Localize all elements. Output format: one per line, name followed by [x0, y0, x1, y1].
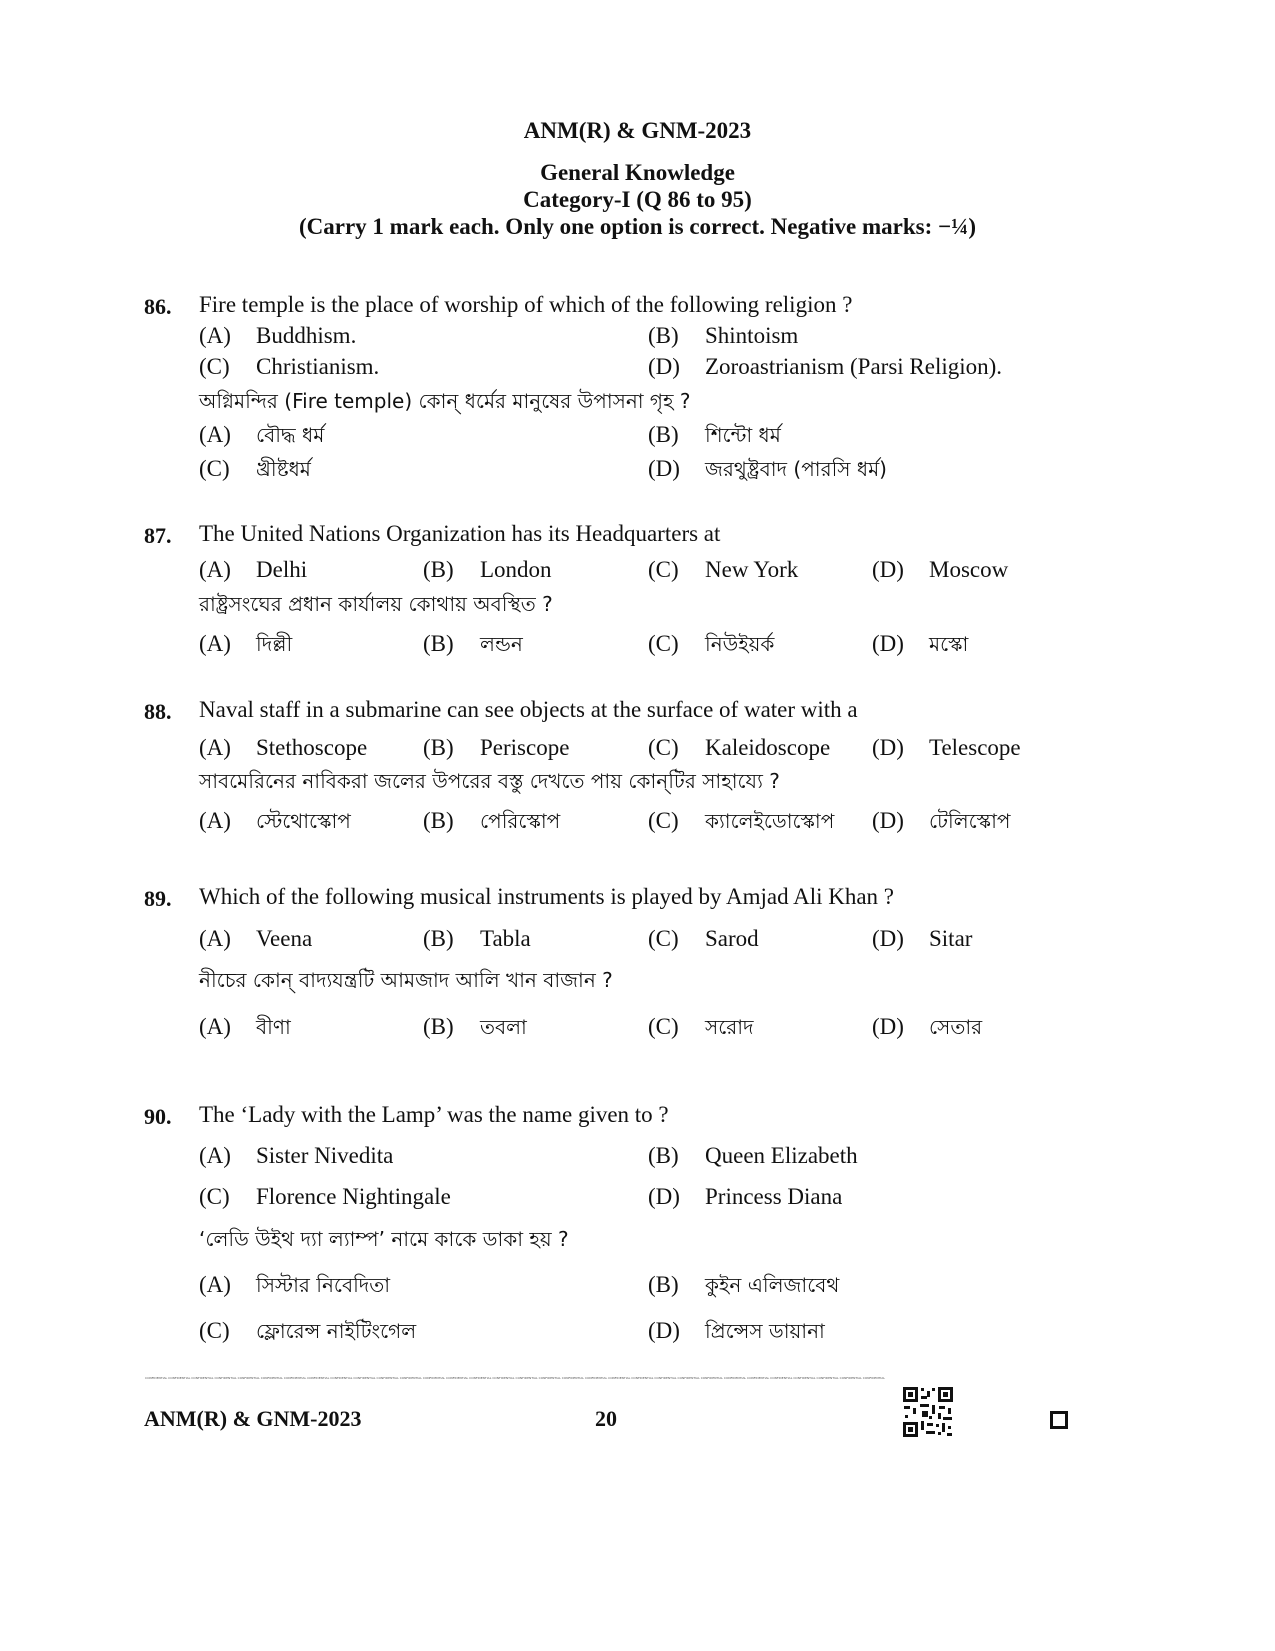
option-b-en: (B) Periscope: [423, 735, 570, 760]
option-a-en: (A) Buddhism.: [199, 323, 357, 348]
confidential-strip: CONFIDENTIAL CONFIDENTIAL CONFIDENTIAL CONFIDENTIAL CONFIDENTIAL CONFIDENTIAL CONFIDENTIAL CONFIDENTIAL CONFIDENTIAL CONFIDENTIAL CONFIDENTIAL CONFIDENTIAL CONFIDENTIAL CONFIDENTIAL CONFIDENTIAL CONFIDENTIAL CONFIDENTIAL CONFIDENTIAL CONFIDENTIAL CONFIDENTIAL CONFIDENTIAL CONFIDENTIAL CONFIDENTIAL CONFIDENTIAL CONFIDENTIAL CONFIDENTIAL CONFIDENTIAL CONFIDENTIAL CONFIDENTIAL CONFIDENTIAL CONFIDENTIAL CONFIDENTIAL: [145, 1376, 885, 1380]
option-c-en: (C) Florence Nightingale: [199, 1184, 451, 1209]
option-b-bn: (B) শিন্টো ধর্ম: [648, 422, 781, 447]
option-d-en: (D) Princess Diana: [648, 1184, 843, 1209]
question-text-bn: ‘লেডি উইথ দ্যা ল্যাম্প’ নামে কাকে ডাকা হয় ?: [199, 1227, 569, 1251]
option-c-en: (C) New York: [648, 557, 799, 582]
option-a-bn: (A) বীণা: [199, 1014, 291, 1039]
header-subject: General Knowledge: [540, 160, 735, 185]
option-d-bn: (D) জরথুষ্ট্রবাদ (পারসি ধর্ম): [648, 456, 887, 481]
question-text-en: Fire temple is the place of worship of which of the following religion ?: [199, 292, 853, 317]
option-c-en: (C) Sarod: [648, 926, 759, 951]
option-d-en: (D) Zoroastrianism (Parsi Religion).: [648, 354, 1003, 379]
option-b-bn: (B) কুইন এলিজাবেথ: [648, 1272, 840, 1297]
question-number: 87.: [144, 523, 172, 548]
option-d-en: (D) Moscow: [872, 557, 1009, 582]
option-d-en: (D) Telescope: [872, 735, 1021, 760]
question-text-bn: সাবমেরিনের নাবিকরা জলের উপরের বস্তু দেখতে পায় কোন্‌টির সাহায্যে ?: [199, 769, 780, 793]
option-b-bn: (B) পেরিস্কোপ: [423, 808, 561, 833]
option-c-bn: (C) খ্রীষ্টধর্ম: [199, 456, 311, 481]
option-a-bn: (A) বৌদ্ধ ধর্ম: [199, 422, 325, 447]
question-text-bn: রাষ্ট্রসংঘের প্রধান কার্যালয় কোথায় অবস্থিত ?: [199, 592, 553, 616]
option-c-bn: (C) সরোদ: [648, 1014, 754, 1039]
header-instructions: (Carry 1 mark each. Only one option is correct. Negative marks: −¼): [299, 214, 976, 239]
header-exam-title: ANM(R) & GNM-2023: [523, 118, 752, 143]
option-d-bn: (D) প্রিন্সেস ডায়ানা: [648, 1318, 825, 1343]
option-c-en: (C) Kaleidoscope: [648, 735, 831, 760]
option-c-bn: (C) ফ্লোরেন্স নাইটিংগেল: [199, 1318, 417, 1343]
question-number: 86.: [144, 294, 172, 319]
qr-code-icon: [902, 1386, 954, 1438]
option-a-en: (A) Stethoscope: [199, 735, 368, 760]
option-c-bn: (C) ক্যালেইডোস্কোপ: [648, 808, 835, 833]
option-b-en: (B) Shintoism: [648, 323, 799, 348]
option-b-en: (B) Queen Elizabeth: [648, 1143, 858, 1168]
option-d-bn: (D) সেতার: [872, 1014, 983, 1039]
option-b-en: (B) Tabla: [423, 926, 531, 951]
question-text-en: Which of the following musical instruments is played by Amjad Ali Khan ?: [199, 884, 894, 909]
question-text-bn: অগ্নিমন্দির (Fire temple) কোন্ ধর্মের মানুষের উপাসনা গৃহ ?: [199, 389, 691, 413]
option-d-bn: (D) টেলিস্কোপ: [872, 808, 1011, 833]
question-number: 88.: [144, 699, 172, 724]
option-b-en: (B) London: [423, 557, 552, 582]
page-number: 20: [595, 1406, 617, 1431]
option-a-en: (A) Delhi: [199, 557, 308, 582]
option-d-bn: (D) মস্কো: [872, 631, 969, 656]
footer-exam-title: ANM(R) & GNM-2023: [144, 1406, 362, 1431]
square-marker-icon: [1050, 1411, 1068, 1429]
option-b-bn: (B) তবলা: [423, 1014, 527, 1039]
option-a-bn: (A) সিস্টার নিবেদিতা: [199, 1272, 391, 1297]
option-c-en: (C) Christianism.: [199, 354, 380, 379]
question-text-en: Naval staff in a submarine can see objects at the surface of water with a: [199, 697, 858, 722]
option-a-bn: (A) স্টেথোস্কোপ: [199, 808, 351, 833]
header-category: Category-I (Q 86 to 95): [523, 187, 752, 212]
question-text-en: The United Nations Organization has its Headquarters at: [199, 521, 721, 546]
question-number: 90.: [144, 1104, 172, 1129]
option-a-bn: (A) দিল্লী: [199, 631, 293, 656]
option-c-bn: (C) নিউইয়র্ক: [648, 631, 775, 656]
option-a-en: (A) Veena: [199, 926, 313, 951]
question-text-en: The ‘Lady with the Lamp’ was the name given to ?: [199, 1102, 669, 1127]
option-d-en: (D) Sitar: [872, 926, 973, 951]
option-a-en: (A) Sister Nivedita: [199, 1143, 394, 1168]
question-text-bn: নীচের কোন্ বাদ্যযন্ত্রটি আমজাদ আলি খান বাজান ?: [199, 968, 613, 992]
question-number: 89.: [144, 886, 172, 911]
option-b-bn: (B) লন্ডন: [423, 631, 523, 656]
